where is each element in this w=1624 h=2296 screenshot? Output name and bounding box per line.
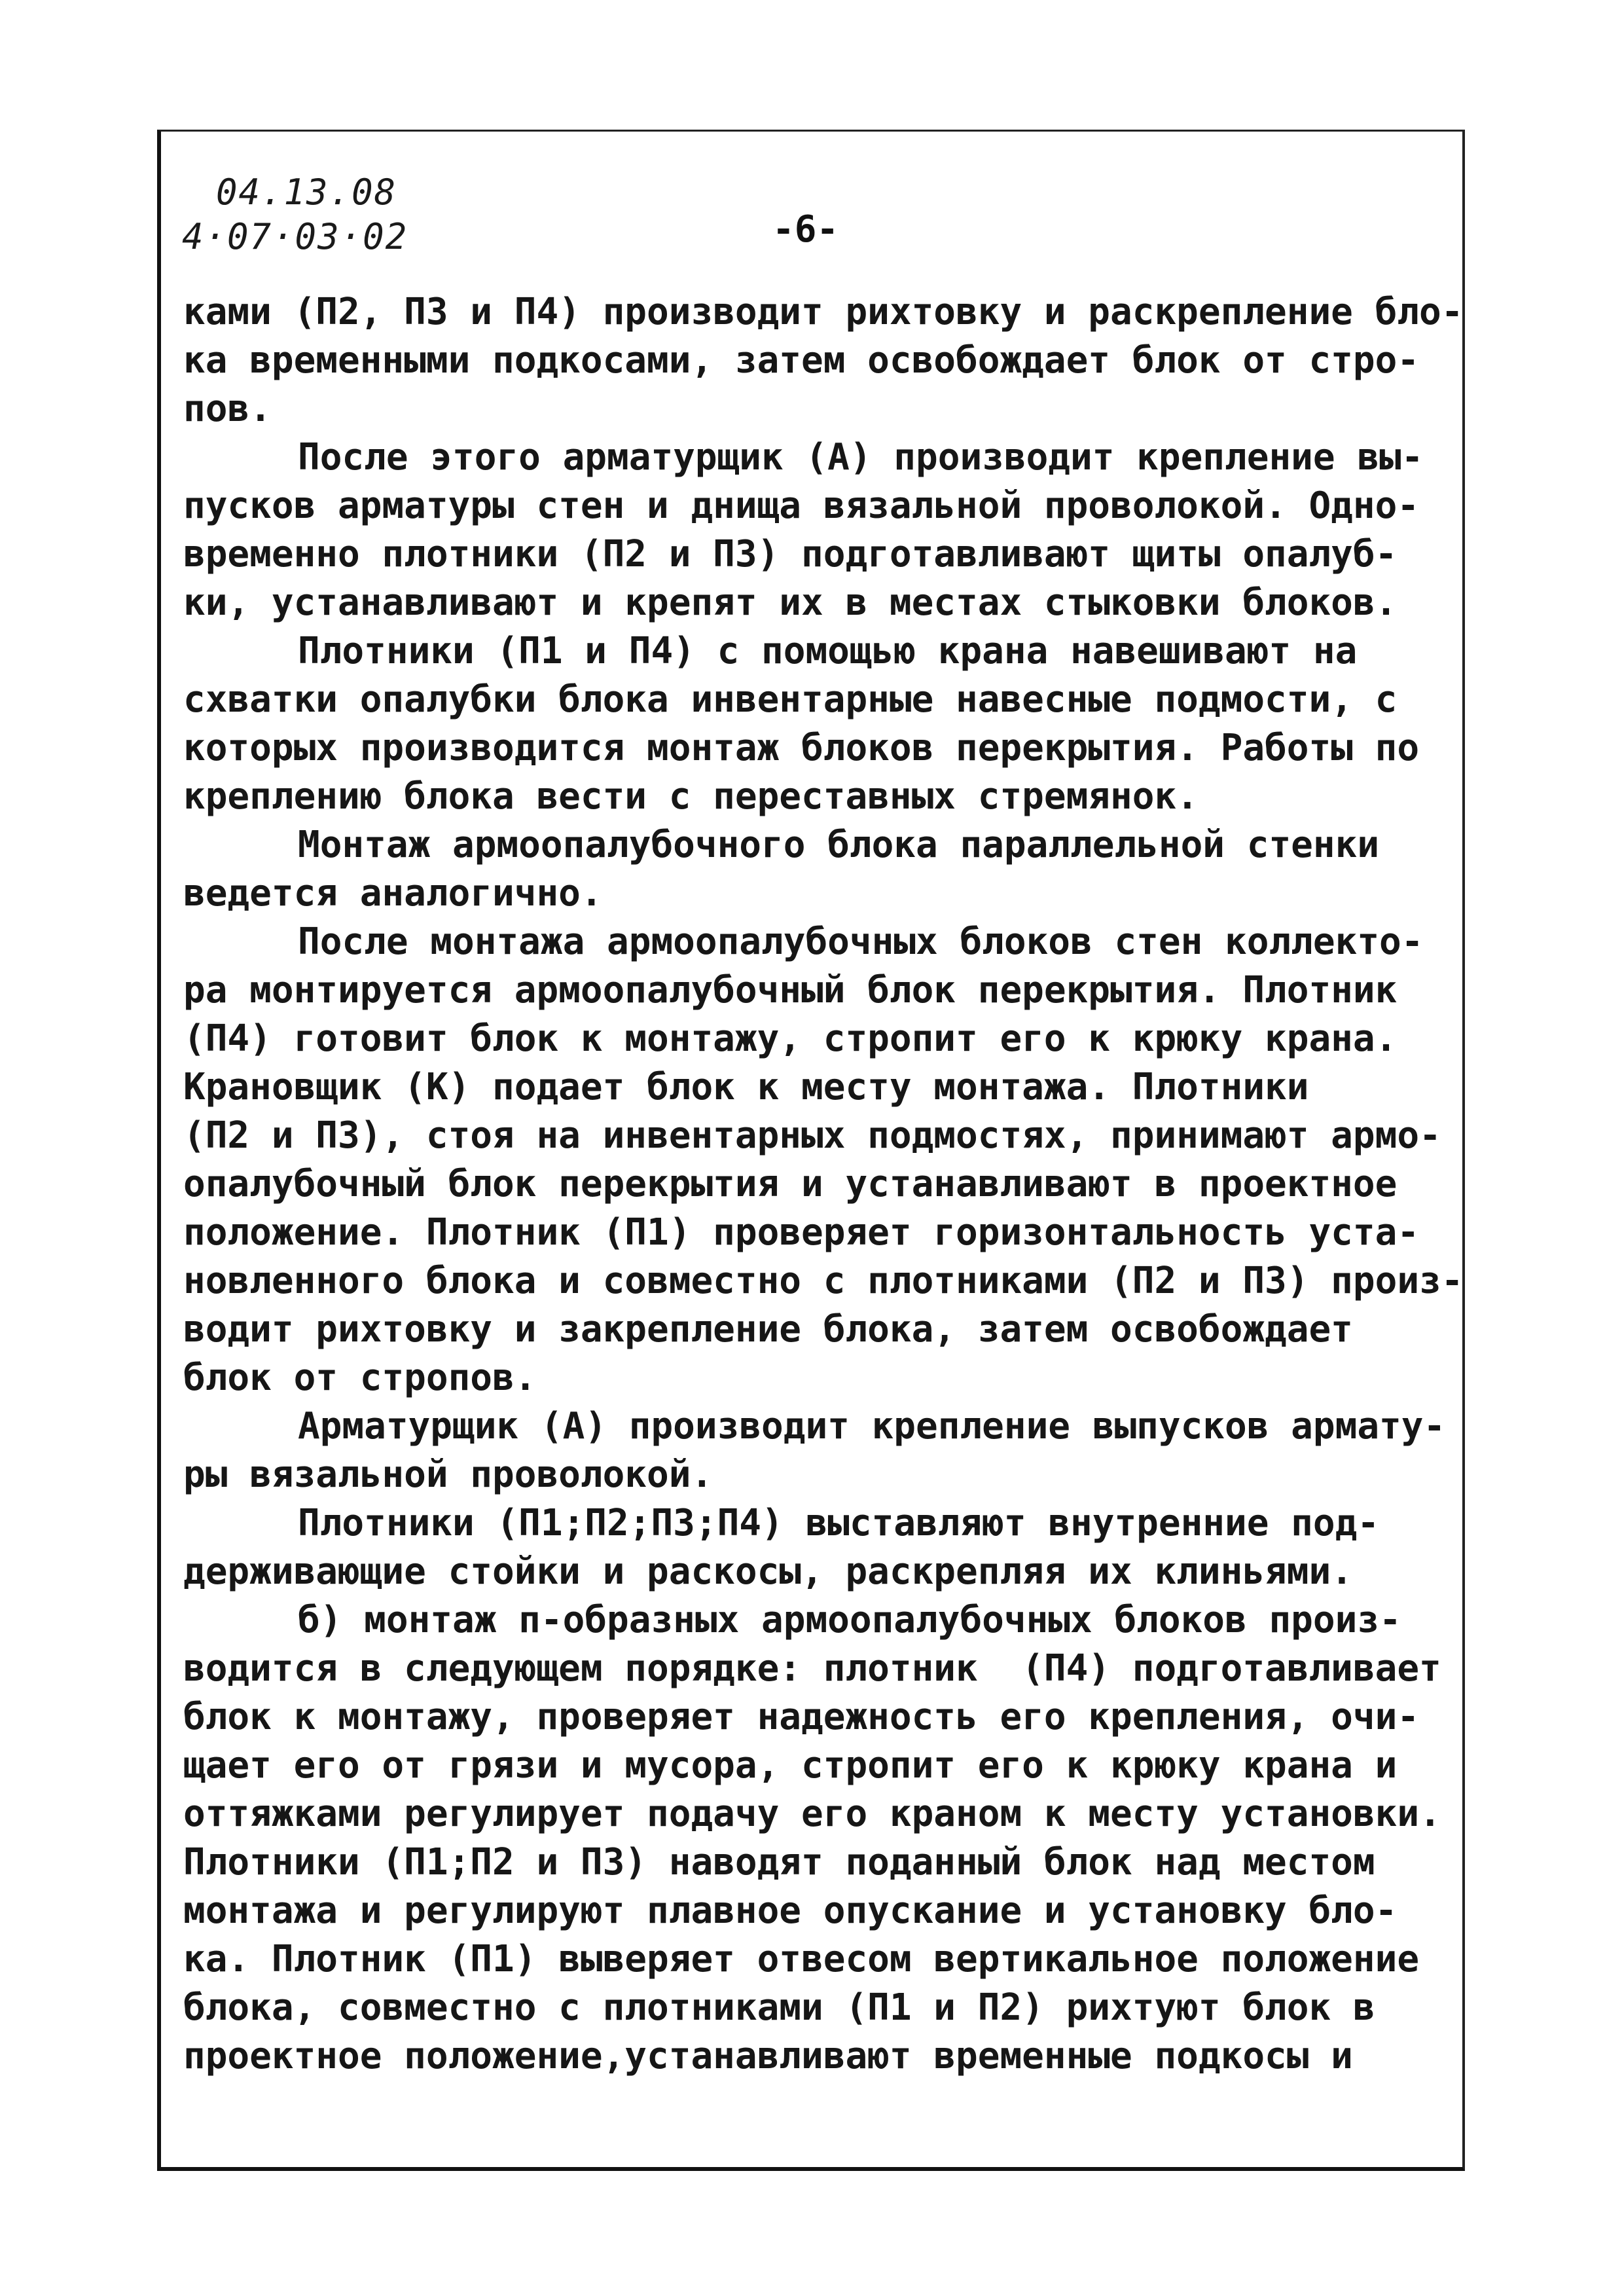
text-line: опалубочный блок перекрытия и устанавливают в проектное (183, 1163, 1398, 1205)
text-line: блок от стропов. (183, 1357, 537, 1399)
text-line: блок к монтажу, проверяет надежность его крепления, очи- (183, 1696, 1420, 1738)
text-line: ры вязальной проволокой. (183, 1453, 713, 1496)
text-line: (П4) готовит блок к монтажу, стропит его к крюку крана. (183, 1017, 1398, 1060)
text-line: оттяжками регулирует подачу его краном к месту установки. (183, 1793, 1441, 1835)
text-line: временно плотники (П2 и П3) подготавливают щиты опалуб- (183, 533, 1398, 575)
text-line: Крановщик (К) подает блок к месту монтажа. Плотники (183, 1066, 1309, 1108)
text-line: щает его от грязи и мусора, стропит его к крюку крана и (183, 1744, 1398, 1787)
text-line: которых производится монтаж блоков перекрытия. Работы по (183, 727, 1420, 769)
text-line: схватки опалубки блока инвентарные навесные подмости, с (183, 678, 1398, 721)
text-line: б) монтаж п-образных армоопалубочных блоков произ- (298, 1599, 1401, 1641)
text-line: водит рихтовку и закрепление блока, затем освобождает (183, 1308, 1353, 1351)
text-line: монтажа и регулируют плавное опускание и установку бло- (183, 1889, 1398, 1932)
text-line: Плотники (П1;П2 и П3) наводят поданный блок над местом (183, 1841, 1375, 1884)
text-line: новленного блока и совместно с плотниками (П2 и П3) произ- (183, 1260, 1464, 1302)
text-line: положение. Плотник (П1) проверяет горизонтальность уста- (183, 1211, 1420, 1254)
text-line: ка. Плотник (П1) выверяет отвесом вертикальное положение (183, 1938, 1420, 1980)
text-line: Плотники (П1;П2;П3;П4) выставляют внутренние под- (298, 1502, 1380, 1544)
text-line: После монтажа армоопалубочных блоков стен коллекто- (298, 920, 1424, 963)
document-code: 4·07·03·02 (182, 216, 408, 257)
text-line: блока, совместно с плотниками (П1 и П2) рихтуют блок в (183, 1986, 1375, 2029)
text-line: ра монтируется армоопалубочный блок перекрытия. Плотник (183, 969, 1398, 1011)
text-line: После этого арматурщик (А) производит крепление вы- (298, 436, 1424, 479)
text-line: проектное положение,устанавливают временные подкосы и (183, 2035, 1353, 2077)
text-line: Арматурщик (А) производит крепление выпусков армату- (298, 1405, 1446, 1448)
text-line: (П2 и П3), стоя на инвентарных подмостях, принимают армо- (183, 1114, 1441, 1157)
text-line: Плотники (П1 и П4) с помощью крана навешивают на (298, 630, 1358, 672)
handwritten-reference: 04.13.08 (216, 172, 397, 213)
text-line: ведется аналогично. (183, 872, 603, 915)
text-line: пусков арматуры стен и днища вязальной проволокой. Одно- (183, 484, 1420, 527)
page-number: -6- (772, 208, 839, 251)
body-text (183, 288, 1464, 2081)
text-line: Монтаж армоопалубочного блока параллельной стенки (298, 824, 1380, 866)
text-line: пов. (183, 388, 272, 430)
text-line: ка временными подкосами, затем освобождает блок от стро- (183, 339, 1420, 382)
text-line: держивающие стойки и раскосы, раскрепляя их клиньями. (183, 1550, 1353, 1593)
text-line: креплению блока вести с переставных стремянок. (183, 775, 1199, 818)
text-line: ки, устанавливают и крепят их в местах стыковки блоков. (183, 581, 1398, 624)
text-line: ками (П2, П3 и П4) производит рихтовку и раскрепление бло- (183, 291, 1464, 333)
text-line: водится в следующем порядке: плотник (П4) подготавливает (183, 1647, 1441, 1690)
